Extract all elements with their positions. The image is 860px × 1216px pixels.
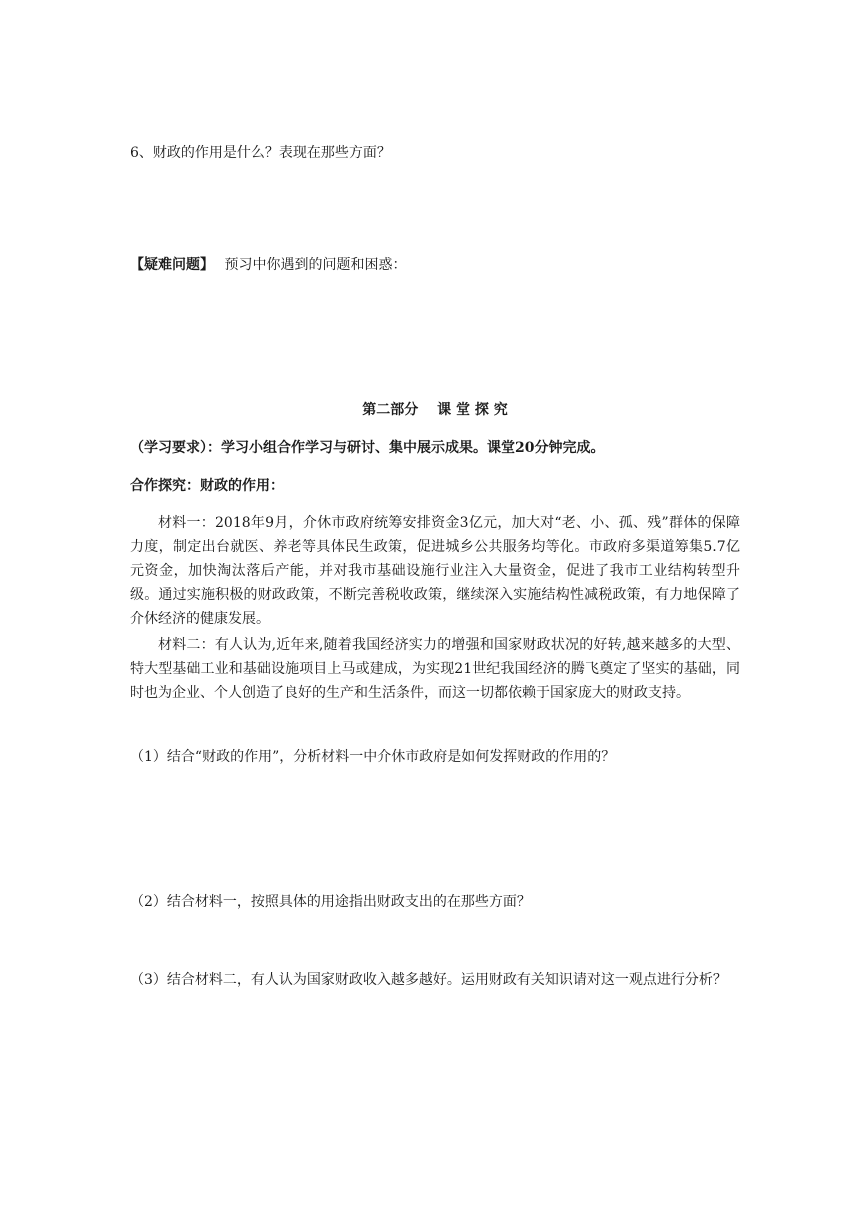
material-2: 材料二：有人认为,近年来,随着我国经济实力的增强和国家财政状况的好转,越来越多的大型、特大型基础工业和基础设施项目上马或建成，为实现21世纪我国经济的腾飞奠定了坚实的基础，同时也为企业、个人创造了良好的生产和生活条件，而这一切都依赖于国家庞大的财政支持。 bbox=[130, 637, 740, 701]
part2-title: 第二部分 课 堂 探 究 bbox=[362, 402, 508, 418]
difficult-questions-text: 预习中你遇到的问题和困惑： bbox=[224, 257, 407, 273]
study-requirement: （学习要求）：学习小组合作学习与研讨、集中展示成果。课堂20分钟完成。 bbox=[130, 440, 605, 456]
question-6: 6、财政的作用是什么？表现在那些方面？ bbox=[130, 145, 391, 161]
difficult-questions-label: 【疑难问题】 bbox=[130, 257, 214, 273]
cooperative-inquiry-title: 合作探究：财政的作用： bbox=[130, 478, 284, 494]
material-1: 材料一：2018年9月，介休市政府统筹安排资金3亿元，加大对“老、小、孤、残”群体的保障力度，制定出台就医、养老等具体民生政策，促进城乡公共服务均等化。市政府多渠道筹集5.7亿元资金，加快淘汰落后产能，并对我市基础设施行业注入大量资金，促进了我市工业结构转型升级。通过实施积极的财政政策，不断完善税收政策，继续深入实施结构性减税政策，有力地保障了介休经济的健康发展。 bbox=[130, 515, 740, 627]
question-2: （2）结合材料一，按照具体的用途指出财政支出的在那些方面？ bbox=[130, 894, 531, 910]
difficult-questions-row bbox=[130, 253, 740, 277]
question-3: （3）结合材料二，有人认为国家财政收入越多越好。运用财政有关知识请对这一观点进行分析？ bbox=[130, 972, 727, 988]
question-1: （1）结合“财政的作用”，分析材料一中介休市政府是如何发挥财政的作用的？ bbox=[130, 749, 616, 765]
